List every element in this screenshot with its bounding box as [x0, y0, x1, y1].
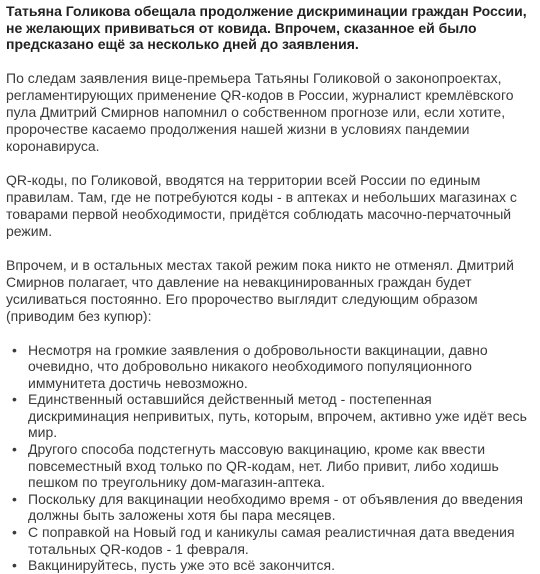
bullet-icon: •	[12, 490, 17, 507]
list-item-text: Поскольку для вакцинации необходимо время - от объявления до введения должны быть заложены хотя бы пара месяцев.	[28, 490, 523, 524]
bullet-icon: •	[12, 391, 17, 408]
article-paragraph-2: QR-коды, по Голиковой, вводятся на территории всей России по единым правилам. Там, где не потребуются коды - в аптеках и небольших магазинах с товарами первой необходимости, придётся соблюдать масочно-перчаточный режим.	[6, 171, 517, 239]
list-item	[12, 557, 534, 574]
bullet-icon: •	[12, 441, 17, 458]
bullet-icon: •	[12, 524, 17, 541]
prophecy-list	[6, 342, 534, 574]
list-item-text: Несмотря на громкие заявления о добровольности вакцинации, давно очевидно, что добровольно никакого необходимого популяционного иммунитета достичь невозможно.	[28, 341, 488, 391]
list-item-text: Единственный оставшийся действенный метод - постепенная дискриминация непривитых, путь, которым, впрочем, активно уже идёт весь мир.	[28, 391, 527, 441]
list-item	[12, 490, 534, 524]
list-item	[12, 391, 534, 441]
list-item	[12, 441, 534, 491]
list-item	[12, 524, 534, 557]
bullet-icon: •	[12, 557, 17, 574]
list-item-text: Другого способа подстегнуть массовую вакцинацию, кроме как ввести повсеместный вход только по QR-кодам, нет. Либо привит, либо ходишь пешком по треугольнику дом-магазин-аптека.	[28, 441, 499, 491]
article-headline: Татьяна Голикова обещала продолжение дискриминации граждан России, не желающих прививаться от ковида. Впрочем, сказанное ей было предсказано ещё за несколько дней до заявления.	[6, 3, 527, 52]
list-item-text: Вакцинируйтесь, пусть уже это всё закончится.	[28, 557, 335, 574]
list-item-text: С поправкой на Новый год и каникулы самая реалистичная дата введения тотальных QR-кодов - 1 февраля.	[28, 524, 515, 557]
article-paragraph-1: По следам заявления вице-премьера Татьяны Голиковой о законопроектах, регламентирующих применение QR-кодов в России, журналист кремлёвского пула Дмитрий Смирнов напомнил о собственном прогнозе или, если хотите, пророчестве касаемо продолжения нашей жизни в условиях пандемии коронавируса.	[6, 69, 514, 154]
article-paragraph-3: Впрочем, и в остальных местах такой режим пока никто не отменял. Дмитрий Смирнов полагает, что давление на невакцинированных граждан будет усиливаться постоянно. Его пророчество выглядит следующим образом (приводим без купюр):	[6, 256, 514, 324]
bullet-icon: •	[12, 341, 17, 358]
list-item	[12, 341, 534, 392]
